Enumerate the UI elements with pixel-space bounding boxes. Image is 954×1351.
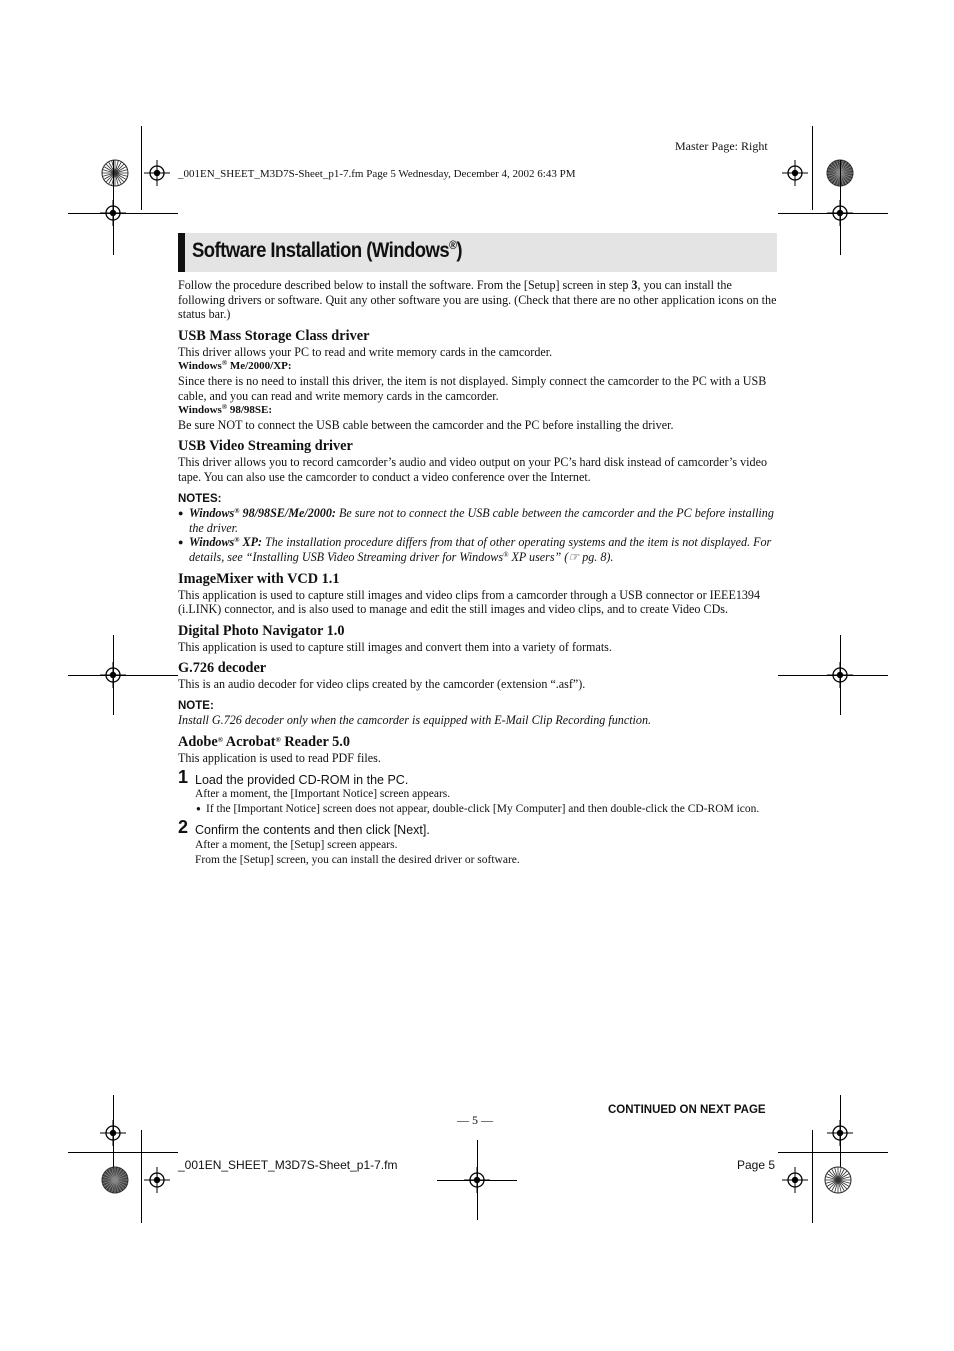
imagemixer-heading: ImageMixer with VCD 1.1 — [178, 570, 340, 587]
crop-line — [778, 675, 888, 676]
g726-desc: This is an audio decoder for video clips created by the camcorder (extension “.asf”). — [178, 677, 586, 692]
step-2: 2 Confirm the contents and then click [Next]. — [178, 817, 430, 838]
step-number: 2 — [178, 817, 189, 838]
usb-mass-me-label: Windows® Me/2000/XP: — [178, 359, 292, 373]
crop-line — [812, 126, 813, 210]
footer-file: _001EN_SHEET_M3D7S-Sheet_p1-7.fm — [178, 1158, 398, 1172]
title-bar — [178, 233, 777, 272]
usb-mass-me-text: Since there is no need to install this driver, the item is not displayed. Simply connect the camcorder to the PC with a USB cable, and you can read and write memory cards in the camcorder. — [178, 373, 767, 403]
registration-crosshair-icon — [144, 160, 170, 186]
usb-mass-se-text: Be sure NOT to connect the USB cable between the camcorder and the PC before installing the driver. — [178, 417, 674, 432]
imagemixer-desc: This application is used to capture still images and video clips from a camcorder through a USB connector or IEEE1394 (i.LINK) connector, and is also used to manage and edit the still images and video clips, and to create Video CDs. — [178, 587, 761, 617]
crop-line — [840, 635, 841, 715]
g726-heading: G.726 decoder — [178, 660, 267, 677]
main-content — [178, 278, 778, 867]
file-info-header: _001EN_SHEET_M3D7S-Sheet_p1-7.fm Page 5 Wednesday, December 4, 2002 6:43 PM — [178, 168, 576, 180]
adobe-heading: Adobe® Acrobat® Reader 5.0 — [178, 734, 350, 751]
usb-video-desc: This driver allows you to record camcorder’s audio and video output on your PC’s hard disk instead of camcorder’s video tape. You can also use the camcorder to conduct a video conference over the Internet. — [178, 455, 767, 484]
dpn-desc: This application is used to capture still images and convert them into a variety of formats. — [178, 639, 612, 654]
title-stripe — [178, 233, 185, 272]
note-item-1: ● Windows® 98/98SE/Me/2000: Be sure not to connect the USB cable between the camcorder and the PC before installing the driver. — [178, 506, 778, 535]
color-target-icon — [101, 1166, 129, 1194]
master-page-label: Master Page: Right — [675, 139, 768, 153]
registration-crosshair-icon — [144, 1167, 170, 1193]
intro-paragraph: Follow the procedure described below to install the software. From the [Setup] screen in step 3, you can install the following drivers or software. Quit any other software you are using. (Check that there are no other application icons on the status bar.) — [178, 278, 777, 322]
usb-mass-se-label: Windows® 98/98SE: — [178, 403, 272, 417]
step-2-body-2: From the [Setup] screen, you can install the desired driver or software. — [195, 853, 520, 866]
crop-line — [778, 1152, 888, 1153]
step-1-body: After a moment, the [Important Notice] screen appears. — [195, 788, 451, 801]
adobe-desc: This application is used to read PDF files. — [178, 751, 381, 766]
crop-line — [437, 1180, 517, 1181]
crop-line — [68, 1152, 178, 1153]
color-target-icon — [824, 1166, 852, 1194]
page-title: Software Installation (Windows®) — [192, 238, 463, 262]
crop-line — [141, 126, 142, 210]
crop-line — [840, 1095, 841, 1175]
continued-label: CONTINUED ON NEXT PAGE — [608, 1104, 766, 1116]
registration-crosshair-icon — [782, 1167, 808, 1193]
note-item-2: ● Windows® XP: The installation procedure differs from that of other operating systems and the item is not displayed. For details, see “Installing USB Video Streaming driver for Windows® XP users” (☞ pg. 8). — [178, 535, 778, 564]
crop-line — [113, 160, 114, 255]
g726-note-heading: NOTE: — [178, 699, 214, 712]
step-1: 1 Load the provided CD-ROM in the PC. — [178, 766, 409, 787]
step-2-body-1: After a moment, the [Setup] screen appears. — [195, 839, 398, 852]
crop-line — [113, 1095, 114, 1175]
dpn-heading: Digital Photo Navigator 1.0 — [178, 622, 345, 639]
step-1-bullet: ● If the [Important Notice] screen does not appear, double-click [My Computer] and then double-click the CD-ROM icon. — [178, 802, 778, 817]
registration-crosshair-icon — [782, 160, 808, 186]
crop-line — [141, 1130, 142, 1223]
step-number: 1 — [178, 766, 189, 787]
color-target-icon — [101, 159, 129, 187]
notes-heading: NOTES: — [178, 492, 222, 505]
crop-line — [68, 675, 178, 676]
usb-mass-desc: This driver allows your PC to read and write memory cards in the camcorder. — [178, 344, 553, 359]
g726-note-text: Install G.726 decoder only when the camcorder is equipped with E-Mail Clip Recording function. — [178, 713, 652, 728]
crop-line — [812, 1130, 813, 1223]
crop-line — [113, 635, 114, 715]
page-marker: — 5 — — [457, 1113, 493, 1127]
footer-page: Page 5 — [737, 1158, 776, 1172]
usb-mass-heading: USB Mass Storage Class driver — [178, 327, 370, 344]
usb-video-heading: USB Video Streaming driver — [178, 438, 353, 455]
crop-line — [840, 160, 841, 255]
